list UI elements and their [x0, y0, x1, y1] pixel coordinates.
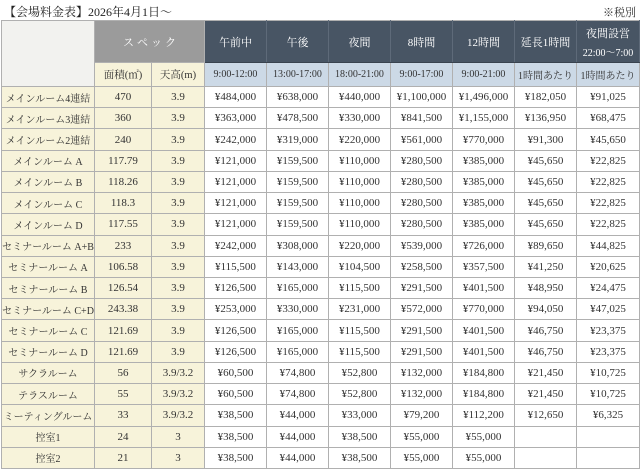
area-cell: 233 [95, 235, 152, 256]
price-cell: ¥280,500 [391, 193, 453, 214]
per-hour-extension: 1時間あたり [515, 63, 577, 87]
ceiling-height-cell: 3.9 [152, 341, 205, 362]
price-cell: ¥159,500 [267, 171, 329, 192]
ceiling-height-cell: 3.9 [152, 171, 205, 192]
area-cell: 121.69 [95, 341, 152, 362]
price-cell: ¥484,000 [205, 87, 267, 108]
room-name-cell: メインルーム2連結 [2, 129, 95, 150]
ceiling-height-cell: 3.9 [152, 87, 205, 108]
column-header-afternoon: 午後 [267, 21, 329, 63]
ceiling-height-column-header: 天高(m) [152, 63, 205, 87]
price-cell: ¥47,025 [577, 299, 640, 320]
price-cell: ¥184,800 [453, 362, 515, 383]
ceiling-height-cell: 3.9 [152, 256, 205, 277]
ceiling-height-cell: 3.9 [152, 129, 205, 150]
price-cell: ¥220,000 [329, 235, 391, 256]
area-column-header: 面積(㎡) [95, 63, 152, 87]
price-cell: ¥121,000 [205, 171, 267, 192]
price-cell: ¥126,500 [205, 341, 267, 362]
ceiling-height-cell: 3.9 [152, 235, 205, 256]
price-cell: ¥561,000 [391, 129, 453, 150]
area-cell: 240 [95, 129, 152, 150]
price-cell: ¥24,475 [577, 277, 640, 298]
column-header-night-setup [577, 21, 640, 63]
room-name-cell: テラスルーム [2, 384, 95, 405]
price-cell: ¥291,500 [391, 341, 453, 362]
room-name-cell: セミナールーム D [2, 341, 95, 362]
price-cell: ¥23,375 [577, 341, 640, 362]
price-cell: ¥478,500 [267, 108, 329, 129]
price-cell: ¥115,500 [329, 320, 391, 341]
room-name-cell: メインルーム D [2, 214, 95, 235]
price-cell: ¥770,000 [453, 299, 515, 320]
price-cell: ¥291,500 [391, 320, 453, 341]
ceiling-height-cell: 3.9 [152, 108, 205, 129]
price-cell: ¥401,500 [453, 320, 515, 341]
corner-cell [2, 21, 95, 87]
price-cell: ¥45,650 [577, 129, 640, 150]
price-cell: ¥38,500 [329, 447, 391, 468]
time-range-evening: 18:00-21:00 [329, 63, 391, 87]
time-range-morning: 9:00-12:00 [205, 63, 267, 87]
price-cell: ¥159,500 [267, 193, 329, 214]
price-cell: ¥55,000 [391, 447, 453, 468]
price-cell: ¥110,000 [329, 171, 391, 192]
price-cell: ¥12,650 [515, 405, 577, 426]
price-cell: ¥104,500 [329, 256, 391, 277]
price-cell: ¥280,500 [391, 171, 453, 192]
ceiling-height-cell: 3 [152, 447, 205, 468]
price-cell: ¥110,000 [329, 150, 391, 171]
price-cell: ¥79,200 [391, 405, 453, 426]
area-cell: 118.26 [95, 171, 152, 192]
price-cell: ¥401,500 [453, 277, 515, 298]
price-cell: ¥20,625 [577, 256, 640, 277]
price-cell: ¥21,450 [515, 362, 577, 383]
room-name-cell: メインルーム B [2, 171, 95, 192]
price-cell: ¥126,500 [205, 320, 267, 341]
price-cell: ¥253,000 [205, 299, 267, 320]
venue-price-table [1, 20, 640, 469]
table-row [2, 193, 640, 214]
price-cell: ¥10,725 [577, 362, 640, 383]
area-cell: 243.38 [95, 299, 152, 320]
price-cell: ¥22,825 [577, 214, 640, 235]
price-cell: ¥52,800 [329, 362, 391, 383]
table-row [2, 277, 640, 298]
price-cell: ¥385,000 [453, 214, 515, 235]
room-name-cell: メインルーム4連結 [2, 87, 95, 108]
price-cell: ¥121,000 [205, 214, 267, 235]
ceiling-height-cell: 3.9 [152, 214, 205, 235]
price-cell: ¥385,000 [453, 193, 515, 214]
price-cell: ¥52,800 [329, 384, 391, 405]
price-cell: ¥22,825 [577, 150, 640, 171]
price-cell: ¥46,750 [515, 341, 577, 362]
area-cell: 360 [95, 108, 152, 129]
price-cell [577, 426, 640, 447]
column-header-evening: 夜間 [329, 21, 391, 63]
header-row-groups [2, 21, 640, 63]
price-cell: ¥1,155,000 [453, 108, 515, 129]
header-row-times [2, 63, 640, 87]
room-name-cell: サクラルーム [2, 362, 95, 383]
price-cell: ¥231,000 [329, 299, 391, 320]
price-cell: ¥165,000 [267, 320, 329, 341]
price-cell: ¥319,000 [267, 129, 329, 150]
area-cell: 55 [95, 384, 152, 405]
table-row [2, 235, 640, 256]
table-row [2, 426, 640, 447]
area-cell: 106.58 [95, 256, 152, 277]
table-row [2, 150, 640, 171]
area-cell: 470 [95, 87, 152, 108]
price-cell: ¥841,500 [391, 108, 453, 129]
price-cell: ¥357,500 [453, 256, 515, 277]
price-cell: ¥143,000 [267, 256, 329, 277]
area-cell: 117.79 [95, 150, 152, 171]
price-cell: ¥330,000 [329, 108, 391, 129]
price-cell: ¥770,000 [453, 129, 515, 150]
table-row [2, 129, 640, 150]
room-name-cell: セミナールーム C+D [2, 299, 95, 320]
area-cell: 56 [95, 362, 152, 383]
price-cell: ¥159,500 [267, 214, 329, 235]
price-cell: ¥41,250 [515, 256, 577, 277]
price-cell: ¥74,800 [267, 362, 329, 383]
ceiling-height-cell: 3.9/3.2 [152, 384, 205, 405]
price-cell: ¥638,000 [267, 87, 329, 108]
table-body [2, 87, 640, 469]
table-row [2, 384, 640, 405]
price-cell: ¥401,500 [453, 341, 515, 362]
price-cell [577, 447, 640, 468]
price-cell: ¥38,500 [205, 447, 267, 468]
ceiling-height-cell: 3.9 [152, 150, 205, 171]
price-cell: ¥220,000 [329, 129, 391, 150]
price-cell [515, 447, 577, 468]
room-name-cell: メインルーム C [2, 193, 95, 214]
time-range-afternoon: 13:00-17:00 [267, 63, 329, 87]
price-cell: ¥45,650 [515, 171, 577, 192]
price-cell: ¥132,000 [391, 362, 453, 383]
table-row [2, 447, 640, 468]
room-name-cell: 控室1 [2, 426, 95, 447]
price-cell: ¥121,000 [205, 193, 267, 214]
room-name-cell: ミーティングルーム [2, 405, 95, 426]
page-title: 【会場料金表】2026年4月1日～ [4, 5, 173, 19]
price-cell: ¥280,500 [391, 214, 453, 235]
price-cell: ¥126,500 [205, 277, 267, 298]
night-setup-hours: 22:00～7:00 [582, 47, 634, 59]
price-cell: ¥55,000 [453, 447, 515, 468]
price-cell: ¥280,500 [391, 150, 453, 171]
price-cell: ¥115,500 [329, 277, 391, 298]
price-cell: ¥55,000 [391, 426, 453, 447]
night-setup-label: 夜間設営 [586, 27, 630, 40]
price-cell: ¥91,300 [515, 129, 577, 150]
table-row [2, 341, 640, 362]
price-cell: ¥74,800 [267, 384, 329, 405]
area-cell: 21 [95, 447, 152, 468]
price-cell: ¥55,000 [453, 426, 515, 447]
price-cell: ¥291,500 [391, 277, 453, 298]
price-cell: ¥44,825 [577, 235, 640, 256]
ceiling-height-cell: 3.9 [152, 277, 205, 298]
ceiling-height-cell: 3 [152, 426, 205, 447]
price-cell: ¥22,825 [577, 193, 640, 214]
price-cell: ¥91,025 [577, 87, 640, 108]
price-cell: ¥112,200 [453, 405, 515, 426]
per-hour-night-setup: 1時間あたり [577, 63, 640, 87]
price-cell: ¥45,650 [515, 193, 577, 214]
room-name-cell: セミナールーム C [2, 320, 95, 341]
room-name-cell: セミナールーム A+B [2, 235, 95, 256]
tax-excluded-note: ※税別 [603, 7, 636, 19]
column-header-8hours: 8時間 [391, 21, 453, 63]
price-cell: ¥22,825 [577, 171, 640, 192]
price-cell: ¥165,000 [267, 277, 329, 298]
price-cell: ¥94,050 [515, 299, 577, 320]
price-cell: ¥115,500 [205, 256, 267, 277]
price-cell: ¥726,000 [453, 235, 515, 256]
area-cell: 33 [95, 405, 152, 426]
price-cell: ¥182,050 [515, 87, 577, 108]
price-cell: ¥1,496,000 [453, 87, 515, 108]
price-cell: ¥539,000 [391, 235, 453, 256]
price-cell: ¥258,500 [391, 256, 453, 277]
price-cell: ¥60,500 [205, 384, 267, 405]
price-cell: ¥572,000 [391, 299, 453, 320]
price-cell: ¥46,750 [515, 320, 577, 341]
time-range-8hours: 9:00-17:00 [391, 63, 453, 87]
column-header-12hours: 12時間 [453, 21, 515, 63]
price-cell: ¥68,475 [577, 108, 640, 129]
price-cell: ¥385,000 [453, 171, 515, 192]
price-cell: ¥363,000 [205, 108, 267, 129]
price-cell: ¥1,100,000 [391, 87, 453, 108]
room-name-cell: メインルーム A [2, 150, 95, 171]
ceiling-height-cell: 3.9/3.2 [152, 405, 205, 426]
price-cell [515, 426, 577, 447]
table-row [2, 320, 640, 341]
price-cell: ¥136,950 [515, 108, 577, 129]
ceiling-height-cell: 3.9 [152, 320, 205, 341]
table-row [2, 405, 640, 426]
column-header-morning: 午前中 [205, 21, 267, 63]
price-cell: ¥330,000 [267, 299, 329, 320]
room-name-cell: メインルーム3連結 [2, 108, 95, 129]
price-cell: ¥44,000 [267, 405, 329, 426]
price-cell: ¥45,650 [515, 150, 577, 171]
area-cell: 118.3 [95, 193, 152, 214]
price-cell: ¥45,650 [515, 214, 577, 235]
room-name-cell: セミナールーム A [2, 256, 95, 277]
price-cell: ¥21,450 [515, 384, 577, 405]
price-cell: ¥308,000 [267, 235, 329, 256]
room-name-cell: セミナールーム B [2, 277, 95, 298]
price-cell: ¥121,000 [205, 150, 267, 171]
price-cell: ¥60,500 [205, 362, 267, 383]
price-cell: ¥110,000 [329, 193, 391, 214]
ceiling-height-cell: 3.9 [152, 193, 205, 214]
table-row [2, 171, 640, 192]
table-row [2, 362, 640, 383]
room-name-cell: 控室2 [2, 447, 95, 468]
price-cell: ¥48,950 [515, 277, 577, 298]
spec-group-header: スペック [95, 21, 205, 63]
area-cell: 126.54 [95, 277, 152, 298]
table-row [2, 214, 640, 235]
price-cell: ¥184,800 [453, 384, 515, 405]
price-cell: ¥159,500 [267, 150, 329, 171]
table-row [2, 256, 640, 277]
price-cell: ¥440,000 [329, 87, 391, 108]
price-cell: ¥110,000 [329, 214, 391, 235]
table-row [2, 87, 640, 108]
price-cell: ¥10,725 [577, 384, 640, 405]
price-cell: ¥132,000 [391, 384, 453, 405]
table-row [2, 108, 640, 129]
price-cell: ¥38,500 [205, 426, 267, 447]
price-cell: ¥165,000 [267, 341, 329, 362]
ceiling-height-cell: 3.9/3.2 [152, 362, 205, 383]
ceiling-height-cell: 3.9 [152, 299, 205, 320]
price-cell: ¥89,650 [515, 235, 577, 256]
price-cell: ¥33,000 [329, 405, 391, 426]
time-range-12hours: 9:00-21:00 [453, 63, 515, 87]
price-cell: ¥242,000 [205, 235, 267, 256]
area-cell: 117.55 [95, 214, 152, 235]
price-cell: ¥6,325 [577, 405, 640, 426]
column-header-extension: 延長1時間 [515, 21, 577, 63]
price-cell: ¥242,000 [205, 129, 267, 150]
price-cell: ¥38,500 [205, 405, 267, 426]
price-cell: ¥38,500 [329, 426, 391, 447]
table-row [2, 299, 640, 320]
area-cell: 24 [95, 426, 152, 447]
price-cell: ¥385,000 [453, 150, 515, 171]
price-cell: ¥23,375 [577, 320, 640, 341]
price-cell: ¥115,500 [329, 341, 391, 362]
price-cell: ¥44,000 [267, 447, 329, 468]
area-cell: 121.69 [95, 320, 152, 341]
price-cell: ¥44,000 [267, 426, 329, 447]
